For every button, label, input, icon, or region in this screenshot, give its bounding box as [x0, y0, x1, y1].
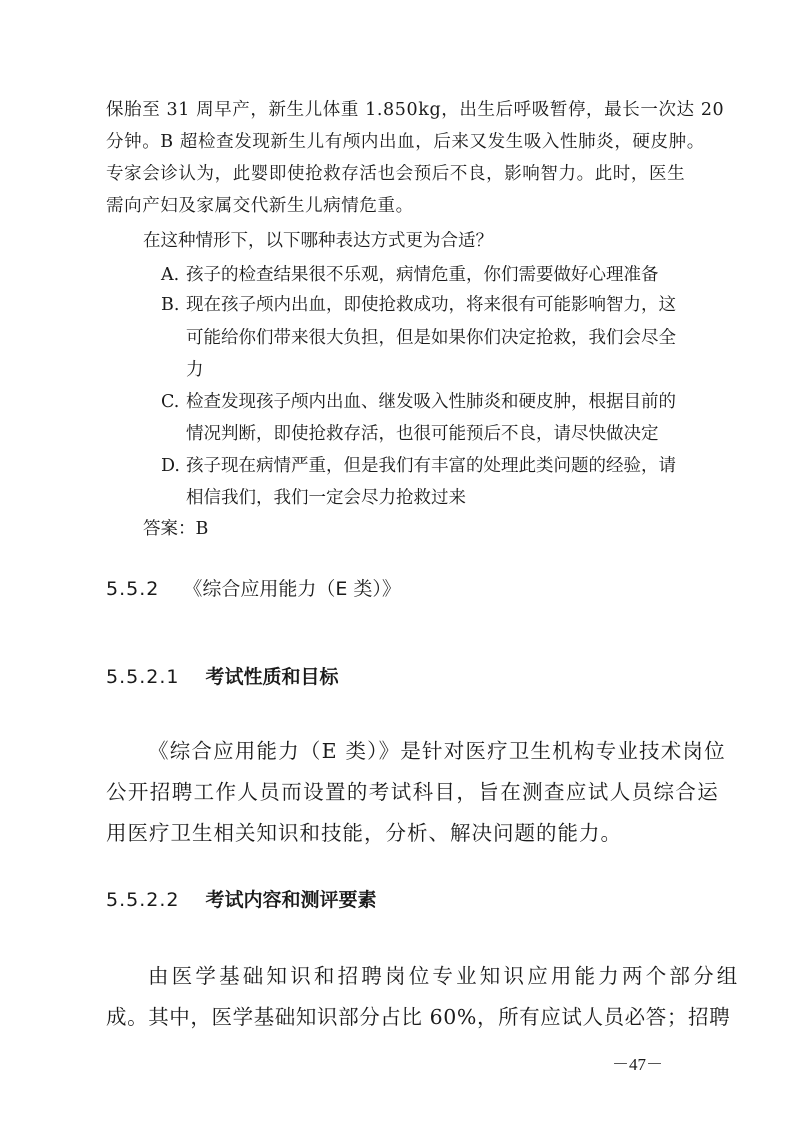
case-line: 分钟。B 超检查发现新生儿有颅内出血，后来又发生吸入性肺炎，硬皮肿。 — [106, 132, 705, 152]
section-title: 《综合应用能力（E 类）》 — [183, 578, 401, 600]
paragraph-line: 用医疗卫生相关知识和技能，分析、解决问题的能力。 — [106, 821, 622, 845]
option-text: 力 — [186, 360, 204, 380]
case-line: 专家会诊认为，此婴即使抢救存活也会预后不良，影响智力。此时，医生 — [106, 164, 686, 184]
option-text: 可能给你们带来很大负担，但是如果你们决定抢救，我们会尽全 — [186, 328, 676, 348]
case-line: 需向产妇及家属交代新生儿病情危重。 — [106, 196, 414, 216]
option-letter: D. — [161, 456, 180, 476]
section-number: 5.5.2.1 — [106, 666, 180, 688]
option-text: 情况判断，即使抢救存活，也很可能预后不良，请尽快做决定 — [186, 424, 659, 444]
question-text: 在这种情形下，以下哪种表达方式更为合适？ — [143, 231, 493, 251]
section-number: 5.5.2.2 — [106, 889, 180, 911]
answer-text: 答案：B — [143, 519, 209, 539]
paragraph-line: 《综合应用能力（E 类）》是针对医疗卫生机构专业技术岗位 — [148, 739, 726, 763]
option-text: 相信我们，我们一定会尽力抢救过来 — [186, 488, 466, 508]
page-number: －47－ — [612, 1055, 663, 1074]
option-text: 孩子的检查结果很不乐观，病情危重，你们需要做好心理准备 — [186, 265, 659, 285]
section-heading-5-5-2-1 — [106, 664, 339, 690]
section-title: 考试性质和目标 — [205, 666, 339, 688]
paragraph-line: 由医学基础知识和招聘岗位专业知识应用能力两个部分组 — [148, 964, 741, 988]
section-heading-5-5-2 — [106, 576, 401, 602]
option-letter: A. — [161, 265, 180, 285]
option-text: 孩子现在病情严重，但是我们有丰富的处理此类问题的经验，请 — [186, 456, 676, 476]
section-title: 考试内容和测评要素 — [205, 889, 377, 911]
section-number: 5.5.2 — [106, 578, 160, 600]
paragraph-line: 公开招聘工作人员而设置的考试科目，旨在测查应试人员综合运 — [106, 780, 720, 804]
option-letter: C. — [161, 392, 180, 412]
section-heading-5-5-2-2 — [106, 887, 377, 913]
option-letter: B. — [161, 295, 180, 315]
case-line: 保胎至 31 周早产，新生儿体重 1.850kg，出生后呼吸暂停，最长一次达 20 — [106, 100, 725, 120]
paragraph-line: 成。其中，医学基础知识部分占比 60%，所有应试人员必答；招聘 — [106, 1005, 731, 1029]
option-text: 现在孩子颅内出血，即使抢救成功，将来很有可能影响智力，这 — [186, 295, 676, 315]
option-text: 检查发现孩子颅内出血、继发吸入性肺炎和硬皮肿，根据目前的 — [186, 392, 676, 412]
